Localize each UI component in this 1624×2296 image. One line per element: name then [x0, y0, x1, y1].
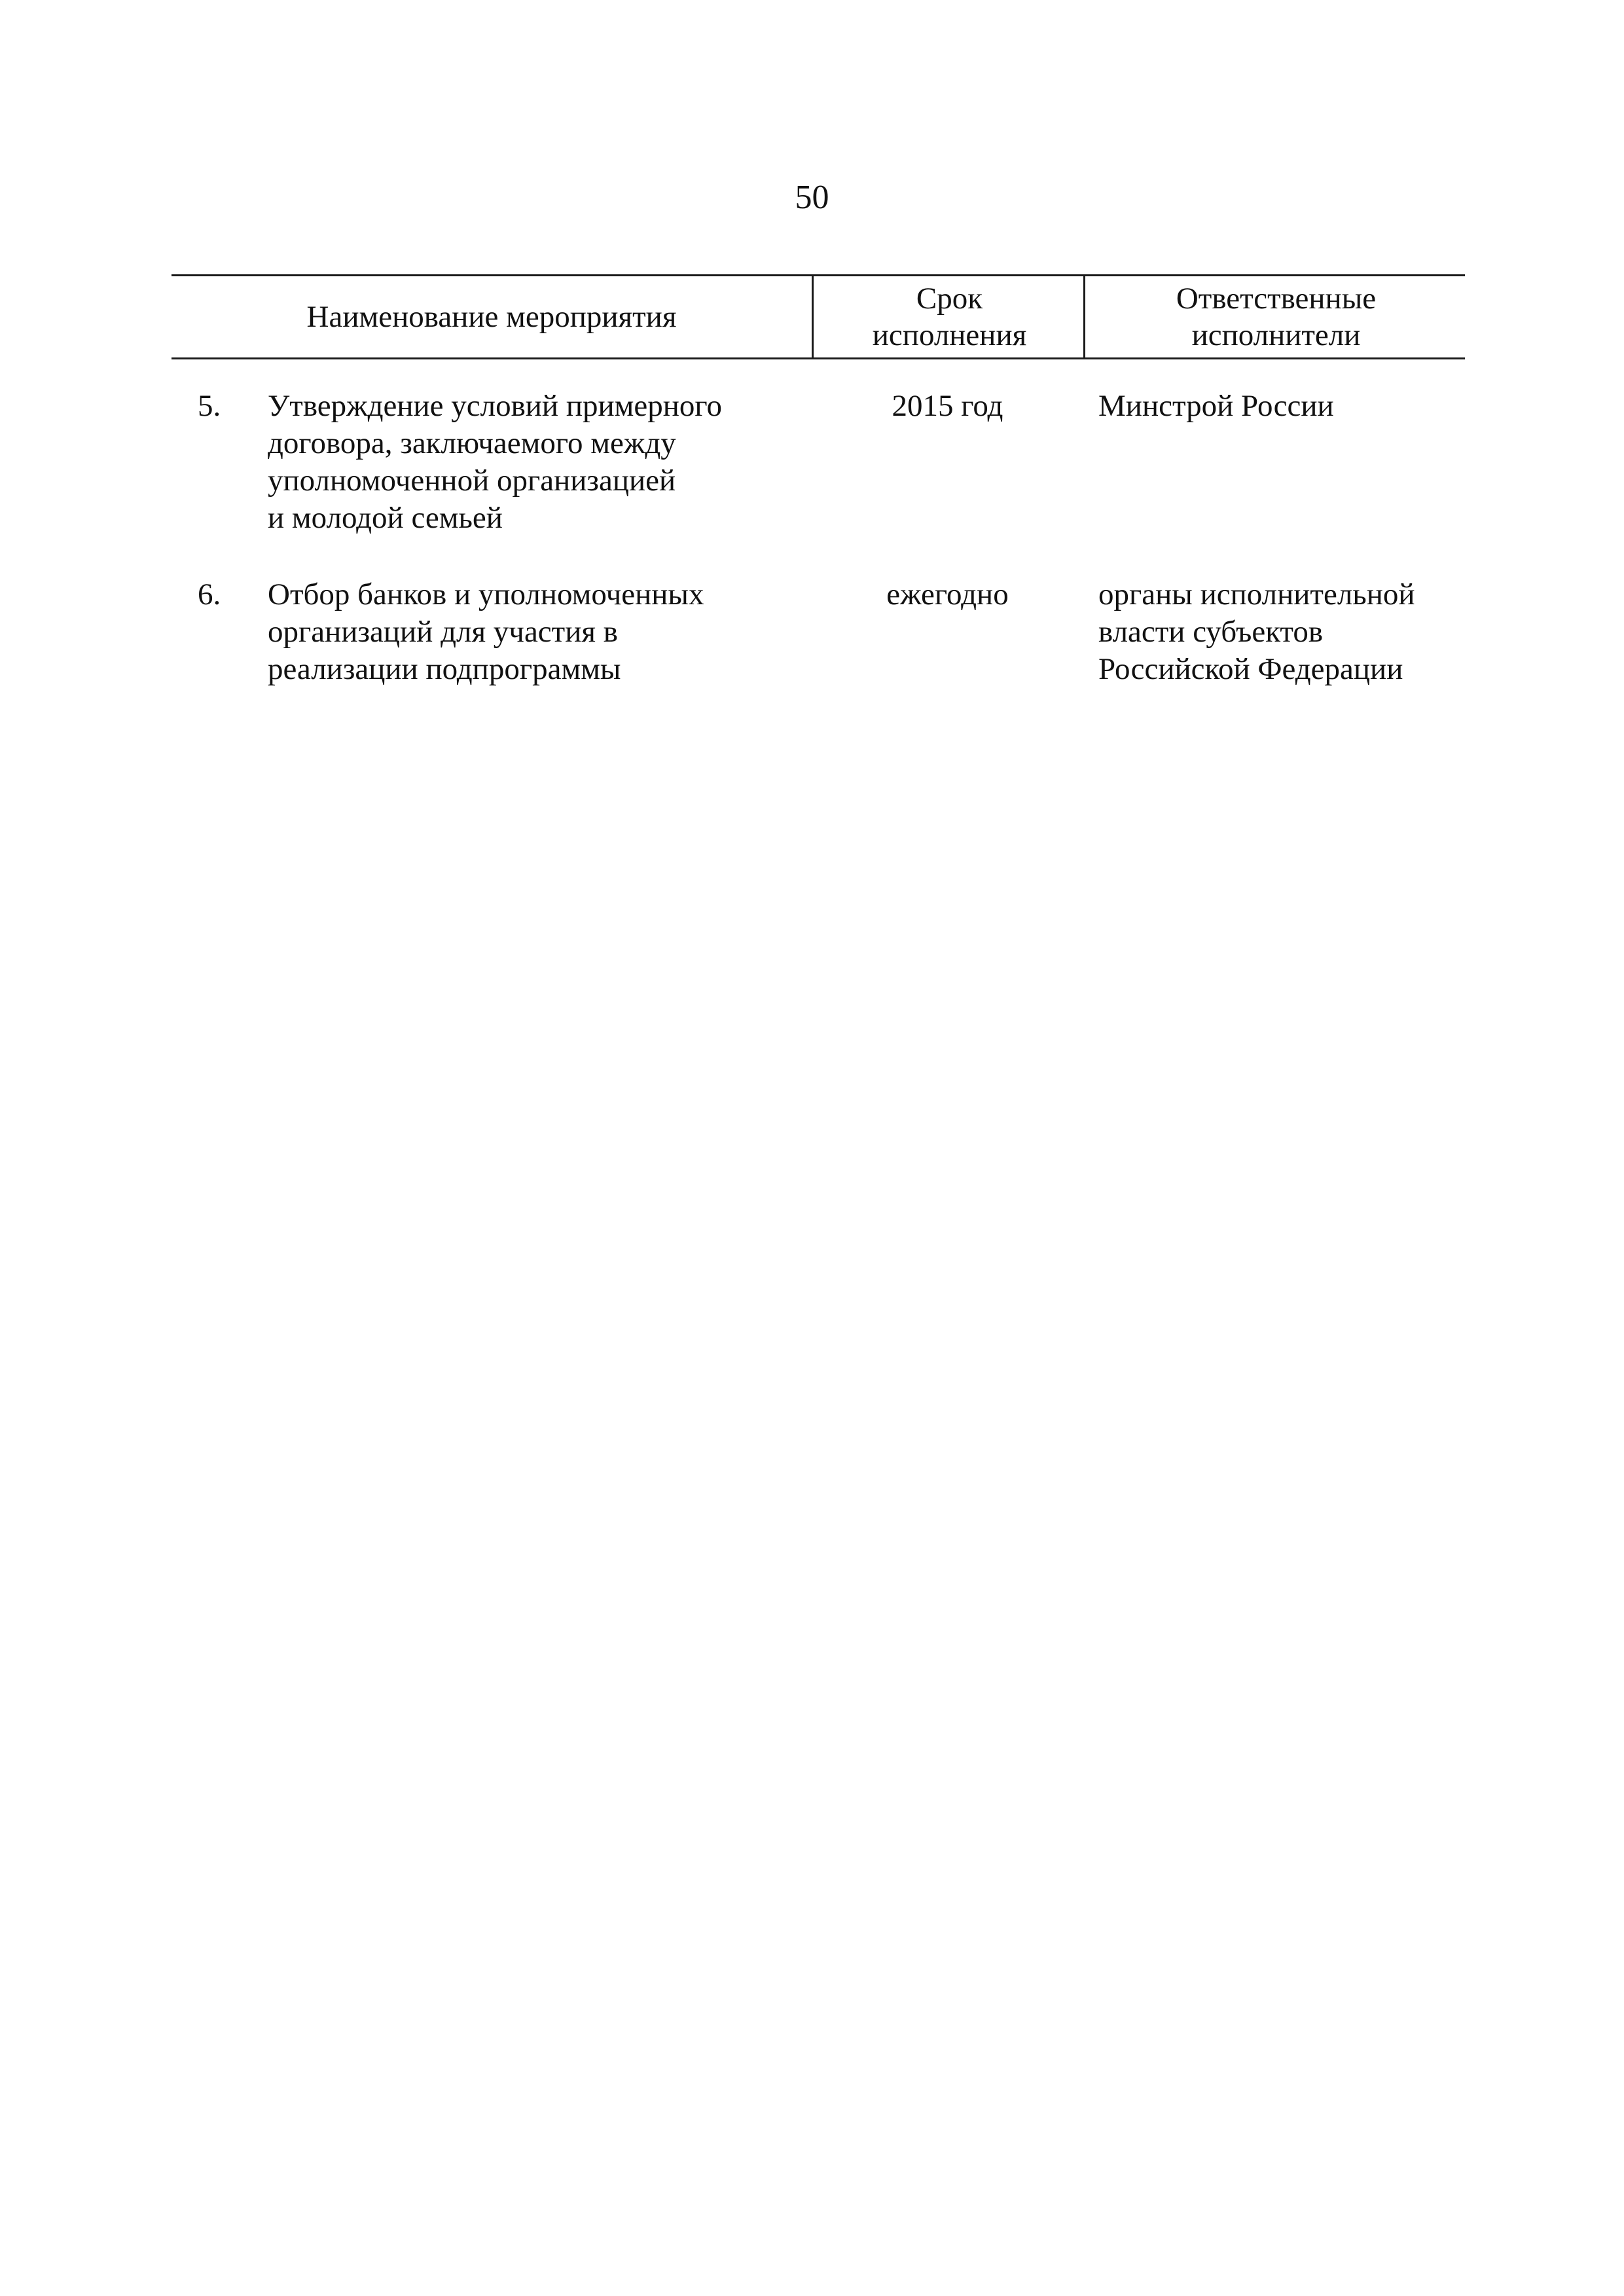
row-responsible: Минстрой России [1098, 389, 1334, 423]
table-row [171, 576, 1465, 694]
header-responsible-label: Ответственные исполнители [1176, 282, 1377, 352]
header-name: Наименование мероприятия [306, 300, 677, 334]
header-term [812, 276, 1085, 357]
row-title: Отбор банков и уполномоченных организаций для участия в реализации подпрограммы [268, 577, 704, 686]
page-number: 50 [795, 179, 829, 216]
row-term: 2015 год [892, 389, 1003, 423]
row-number: 6. [198, 577, 221, 611]
row-title: Утверждение условий примерного договора, заключаемого между уполномоченной организацией и молодой семьей [268, 389, 722, 535]
row-responsible: органы исполнительной власти субъектов Российской Федерации [1098, 577, 1415, 686]
header-term-label: Срок исполнения [872, 282, 1027, 352]
row-term: ежегодно [886, 577, 1009, 611]
table-row [171, 388, 1465, 545]
table-header [171, 274, 1465, 359]
row-number: 5. [198, 389, 221, 423]
header-responsible [1083, 276, 1467, 357]
